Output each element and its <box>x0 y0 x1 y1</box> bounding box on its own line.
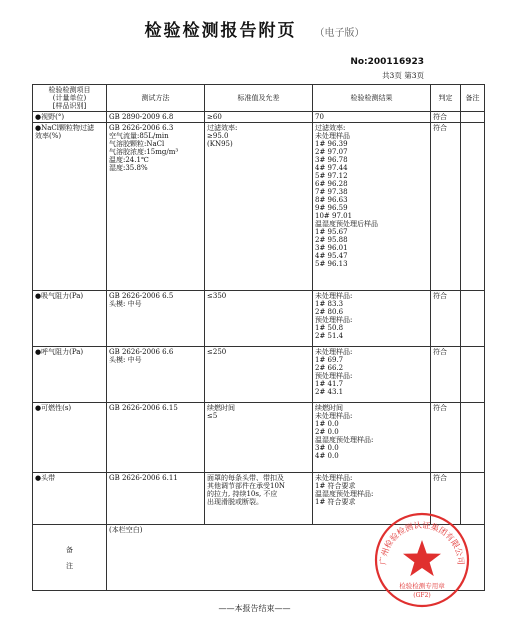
cell-line: 过滤效率: <box>207 124 238 132</box>
official-seal <box>372 510 472 610</box>
cell-line: 头模: 中号 <box>109 300 142 308</box>
cell-line: 续燃时间 <box>315 404 343 412</box>
cell-method <box>107 123 205 291</box>
header-method: 测试方法 <box>107 85 205 112</box>
cell-remark <box>461 347 485 403</box>
cell-line: 4# 97.44 <box>315 164 348 172</box>
report-end: ——本报告结束—— <box>218 604 291 613</box>
report-number: No:200116923 <box>350 57 424 67</box>
cell-result <box>313 123 431 291</box>
cell-line: 温湿度预处理样品: <box>315 490 374 498</box>
cell-line: 2# 66.2 <box>315 364 344 372</box>
cell-line: GB 2626-2006 6.3 <box>109 124 174 132</box>
header-standard: 标准值及允差 <box>205 85 313 112</box>
cell-line: ≥95.0 <box>207 132 229 140</box>
cell-method <box>107 347 205 403</box>
cell-line: 其他调节部件在承受10N <box>207 482 286 490</box>
cell-line: ●视野(°) <box>35 113 65 121</box>
cell-line: (KN95) <box>207 140 233 148</box>
header-remark: 备注 <box>461 85 485 112</box>
remark-label-char: 注 <box>66 561 73 570</box>
cell-line: 1# 0.0 <box>315 420 339 428</box>
cell-standard <box>205 473 313 525</box>
header-item-line: [样品识别] <box>52 102 87 110</box>
cell-line: 1# 83.3 <box>315 300 344 308</box>
cell-line: 1# 50.8 <box>315 324 344 332</box>
cell-line: 3# 96.78 <box>315 156 348 164</box>
cell-line: ●可燃性(s) <box>35 404 72 412</box>
cell-line: 湿度:35.8% <box>109 164 148 172</box>
cell-line: 温度:24.1℃ <box>109 156 149 164</box>
cell-line: 8# 96.63 <box>315 196 348 204</box>
cell-line: ≥60 <box>207 113 222 121</box>
cell-remark <box>461 112 485 123</box>
cell-line: GB 2890-2009 6.8 <box>109 113 174 121</box>
cell-line: 4# 95.47 <box>315 252 348 260</box>
report-subtitle: （电子版） <box>314 28 365 39</box>
cell-line: ≤350 <box>207 292 227 300</box>
cell-line: 面罩的每条头带、带扣及 <box>207 474 284 482</box>
seal-text-bottom: 检验检测专用章 <box>399 582 445 590</box>
cell-line: 过滤效率: <box>315 124 346 132</box>
cell-line: 10# 97.01 <box>315 212 353 220</box>
remark-content: (本栏空白) <box>107 525 485 591</box>
cell-item <box>33 112 107 123</box>
cell-line: 2# 80.6 <box>315 308 344 316</box>
cell-line: GB 2626-2006 6.5 <box>109 292 174 300</box>
remark-label <box>33 525 107 591</box>
cell-result <box>313 112 431 123</box>
cell-line: ≤250 <box>207 348 227 356</box>
page-info: 共3页 第3页 <box>382 71 424 80</box>
cell-line: 气溶胶颗粒:NaCl <box>109 140 165 148</box>
cell-line: 的拉力, 持续10s, 不应 <box>207 490 278 498</box>
cell-remark <box>461 291 485 347</box>
cell-judgment: 符合 <box>431 291 461 347</box>
cell-line: 空气流量:85L/min <box>109 132 169 140</box>
cell-remark <box>461 123 485 291</box>
cell-standard <box>205 347 313 403</box>
cell-line: 5# 96.13 <box>315 260 348 268</box>
cell-method <box>107 403 205 473</box>
cell-line: 头模: 中号 <box>109 356 142 364</box>
header-item <box>33 85 107 112</box>
cell-line: 出现滑脱或断裂。 <box>207 498 263 506</box>
cell-method <box>107 112 205 123</box>
cell-line: 1# 69.7 <box>315 356 344 364</box>
cell-line: 1# 符合要求 <box>315 482 356 490</box>
cell-line: 1# 96.39 <box>315 140 348 148</box>
seal-code: (GF2) <box>413 592 431 599</box>
cell-line: 1# 符合要求 <box>315 498 356 506</box>
cell-item <box>33 473 107 525</box>
report-title-text: 检验检测报告附页 <box>144 21 297 41</box>
cell-line: 未处理样品 <box>315 132 350 140</box>
header-judgment: 判定 <box>431 85 461 112</box>
cell-line: ●吸气阻力(Pa) <box>35 292 84 300</box>
cell-judgment: 符合 <box>431 123 461 291</box>
cell-line: 7# 97.38 <box>315 188 348 196</box>
cell-line: ●呼气阻力(Pa) <box>35 348 84 356</box>
cell-line: 预处理样品: <box>315 372 353 380</box>
cell-line: 续燃时间 <box>207 404 235 412</box>
cell-line: 70 <box>315 113 324 121</box>
cell-line: 未处理样品: <box>315 292 353 300</box>
cell-line: 5# 97.12 <box>315 172 348 180</box>
cell-line: 2# 51.4 <box>315 332 344 340</box>
header-result: 检验检测结果 <box>313 85 431 112</box>
cell-method <box>107 291 205 347</box>
table-row <box>33 347 485 403</box>
cell-line: 未处理样品: <box>315 412 353 420</box>
cell-line: 气溶胶浓度:15mg/m³ <box>109 148 179 156</box>
cell-line: GB 2626-2006 6.6 <box>109 348 174 356</box>
cell-line: 温湿度预处理样品: <box>315 436 374 444</box>
cell-line: 预处理样品: <box>315 316 353 324</box>
cell-result <box>313 347 431 403</box>
cell-line: 4# 0.0 <box>315 452 339 460</box>
remark-label-char: 备 <box>66 545 73 554</box>
cell-remark <box>461 403 485 473</box>
table-row <box>33 291 485 347</box>
cell-line: 未处理样品: <box>315 348 353 356</box>
cell-judgment: 符合 <box>431 473 461 525</box>
cell-line: 2# 43.1 <box>315 388 344 396</box>
cell-line: 未处理样品: <box>315 474 353 482</box>
cell-item <box>33 347 107 403</box>
cell-standard <box>205 291 313 347</box>
cell-line: 2# 97.07 <box>315 148 348 156</box>
cell-line: ●NaCl颗粒物过滤 <box>35 124 95 132</box>
cell-judgment: 符合 <box>431 403 461 473</box>
cell-line: ●头带 <box>35 474 56 482</box>
cell-line: 9# 96.59 <box>315 204 348 212</box>
seal-star-icon <box>403 540 441 576</box>
cell-line: 1# 41.7 <box>315 380 344 388</box>
cell-judgment: 符合 <box>431 347 461 403</box>
cell-result <box>313 403 431 473</box>
cell-line: GB 2626-2006 6.15 <box>109 404 178 412</box>
report-title <box>0 16 509 41</box>
cell-line: 3# 96.01 <box>315 244 348 252</box>
cell-result <box>313 291 431 347</box>
cell-line: 温湿度预处理后样品 <box>315 220 378 228</box>
table-row <box>33 403 485 473</box>
table-row <box>33 112 485 123</box>
cell-line: 效率(%) <box>35 132 62 140</box>
cell-item <box>33 403 107 473</box>
cell-method <box>107 473 205 525</box>
seal-text-top: 广州检验检测认证集团有限公司 <box>377 519 467 566</box>
cell-line: 6# 96.28 <box>315 180 348 188</box>
cell-item <box>33 291 107 347</box>
cell-line: 2# 95.88 <box>315 236 348 244</box>
cell-line: 1# 95.67 <box>315 228 348 236</box>
cell-line: GB 2626-2006 6.11 <box>109 474 178 482</box>
table-header-row <box>33 85 485 112</box>
header-item-line: (计量单位) <box>52 94 87 102</box>
cell-standard <box>205 403 313 473</box>
table-row <box>33 123 485 291</box>
cell-judgment: 符合 <box>431 112 461 123</box>
cell-standard <box>205 112 313 123</box>
header-item-line: 检验检测项目 <box>48 86 91 94</box>
cell-line: 2# 0.0 <box>315 428 339 436</box>
cell-item <box>33 123 107 291</box>
cell-line: ≤5 <box>207 412 218 420</box>
cell-line: 3# 0.0 <box>315 444 339 452</box>
cell-standard <box>205 123 313 291</box>
